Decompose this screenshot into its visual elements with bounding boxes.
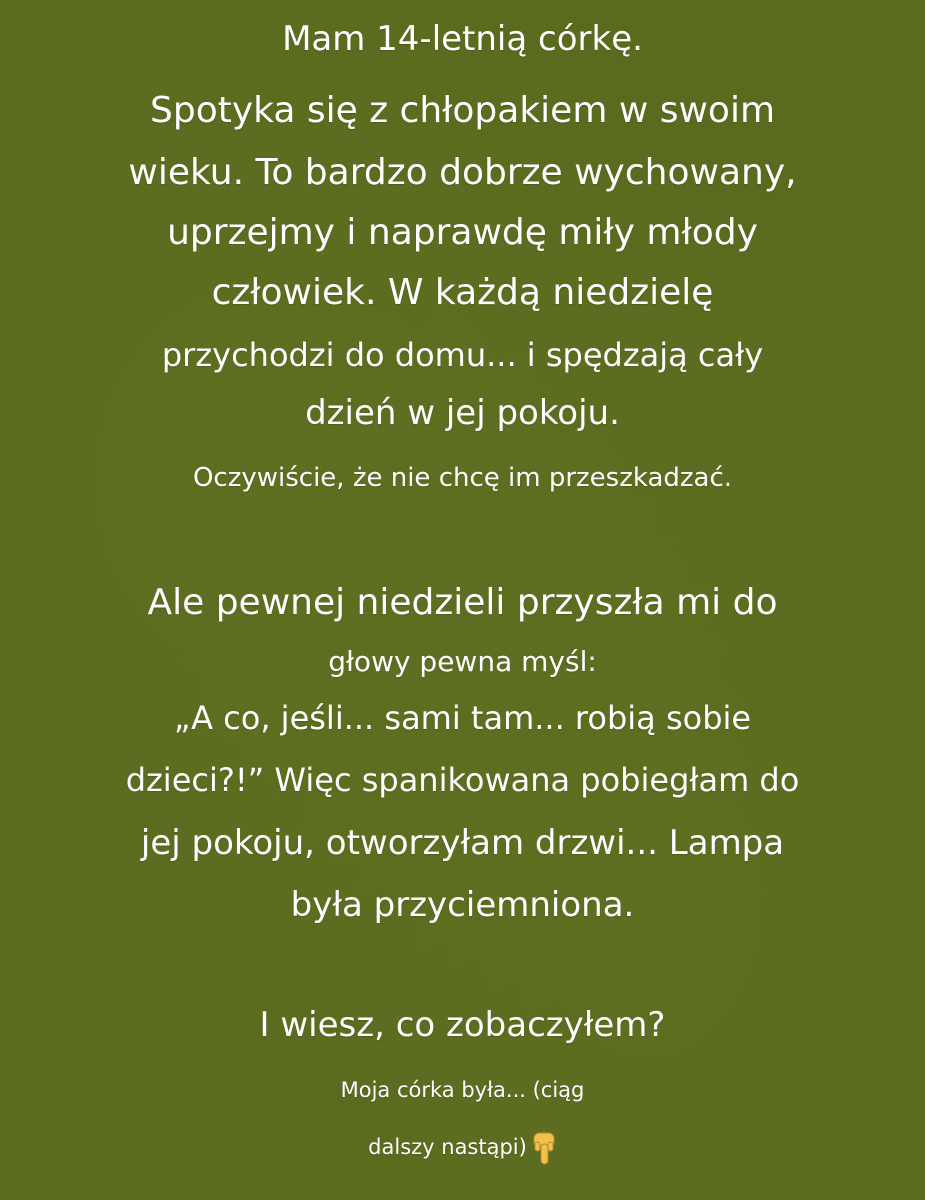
post-line: była przyciemniona. — [290, 885, 635, 925]
post-line: uprzejmy i naprawdę miły młody — [167, 212, 758, 253]
post-line: Spotyka się z chłopakiem w swoim — [149, 90, 776, 131]
post-line: Ale pewnej niedzieli przyszła mi do — [147, 582, 778, 623]
post-line: Moja córka była... (ciąg — [340, 1078, 585, 1102]
post-line: dzień w jej pokoju. — [305, 393, 620, 433]
post-line: wieku. To bardzo dobrze wychowany, — [128, 152, 797, 193]
post-line: Oczywiście, że nie chcę im przeszkadzać. — [192, 463, 733, 493]
post-line: Mam 14-letnią córkę. — [282, 19, 643, 59]
pointing-down-hand-icon — [531, 1130, 557, 1166]
post-line: jej pokoju, otworzyłam drzwi... Lampa — [140, 823, 785, 863]
post-line: I wiesz, co zobaczyłem? — [259, 1005, 666, 1045]
post-line: „A co, jeśli... sami tam... robią sobie — [173, 699, 752, 737]
post-line: przychodzi do domu... i spędzają cały — [161, 336, 764, 374]
post-line: człowiek. W każdą niedzielę — [211, 272, 714, 313]
post-last-line — [0, 1130, 925, 1166]
post-line: dalszy nastąpi) — [368, 1135, 527, 1159]
post-line: głowy pewna myśl: — [328, 645, 597, 678]
post-line: dzieci?!” Więc spanikowana pobiegłam do — [125, 761, 800, 799]
